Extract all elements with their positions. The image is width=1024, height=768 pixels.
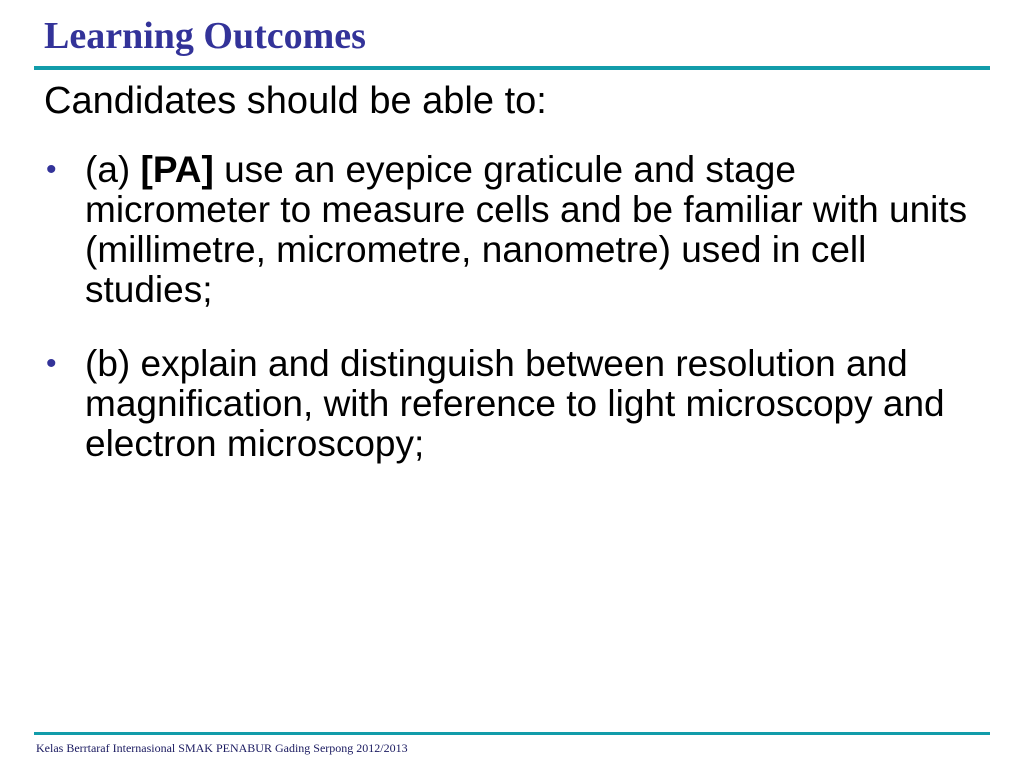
slide-footer: Kelas Berrtaraf Internasional SMAK PENABUR Gading Serpong 2012/2013	[36, 741, 408, 755]
slide-title: Learning Outcomes	[44, 15, 366, 57]
outcome-text	[85, 343, 945, 464]
outcome-body: use an eyepice graticule and stage micrometer to measure cells and be familiar with units (millimetre, micrometre, nanometre) used in cell studies;	[85, 149, 968, 310]
outcome-prefix: (b)	[85, 343, 141, 384]
outcome-text	[85, 149, 967, 310]
outcome-prefix: (a)	[85, 149, 141, 190]
learning-outcomes-list	[44, 150, 974, 464]
footer-divider	[34, 732, 990, 735]
bullet-icon: •	[46, 153, 57, 186]
outcome-body: explain and distinguish between resolution and magnification, with reference to light microscopy and electron microscopy;	[85, 343, 945, 464]
outcome-item-b	[44, 344, 974, 464]
intro-text: Candidates should be able to:	[44, 80, 547, 122]
outcome-tag: [PA]	[140, 149, 214, 190]
outcome-item-a	[44, 150, 974, 310]
title-divider	[34, 66, 990, 70]
bullet-icon: •	[46, 347, 57, 380]
